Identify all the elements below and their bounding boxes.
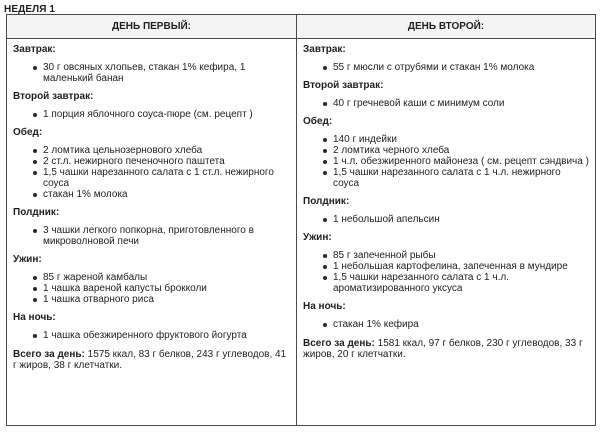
meal-section-title: Полдник: [13, 207, 60, 218]
day-total-label: Всего за день: [303, 338, 375, 349]
meal-plan-table [6, 14, 596, 426]
meal-section-title: Обед: [303, 116, 333, 127]
day-body [297, 39, 595, 360]
day-column-2 [297, 15, 595, 425]
day-total [303, 338, 589, 360]
meal-item: 40 г гречневой каши с минимум соли [325, 98, 589, 109]
meal-item-list [13, 225, 290, 247]
day-column-1 [7, 15, 297, 425]
meal-section-title: Обед: [13, 127, 43, 138]
meal-item-list [13, 145, 290, 200]
meal-section-title: Ужин: [13, 254, 42, 265]
meal-item: 1 небольшая картофелина, запеченная в мундире [325, 261, 589, 272]
meal-item: 85 г запеченной рыбы [325, 250, 589, 261]
meal-item: 1 небольшой апельсин [325, 214, 589, 225]
meal-item-list [303, 134, 589, 189]
meal-item: 55 г мюсли с отрубями и стакан 1% молока [325, 62, 589, 73]
day-total-label: Всего за день: [13, 349, 85, 360]
day-body [7, 39, 296, 371]
meal-item: 1 чашка вареной капусты брокколи [35, 283, 290, 294]
meal-item: 1 порция яблочного соуса-пюре (см. рецепт ) [35, 109, 290, 120]
meal-item-list [13, 109, 290, 120]
meal-item-list [303, 250, 589, 294]
meal-section-title: Второй завтрак: [303, 80, 384, 91]
meal-item: 1,5 чашки нарезанного салата с 1 ч.л. нежирного соуса [325, 167, 589, 189]
meal-item: 1,5 чашки нарезанного салата с 1 ст.л. нежирного соуса [35, 167, 290, 189]
meal-item-list [303, 319, 589, 330]
day-header: ДЕНЬ ВТОРОЙ: [297, 15, 595, 39]
meal-item: 1 чашка обезжиренного фруктового йогурта [35, 330, 290, 341]
meal-item: 2 ломтика цельнозернового хлеба [35, 145, 290, 156]
meal-item-list [13, 330, 290, 341]
meal-section-title: Ужин: [303, 232, 332, 243]
week-title: НЕДЕЛЯ 1 [4, 4, 56, 15]
meal-item: стакан 1% молока [35, 189, 290, 200]
meal-item: 140 г индейки [325, 134, 589, 145]
meal-item: 3 чашки легкого попкорна, приготовленного в микроволновой печи [35, 225, 290, 247]
meal-section-title: Полдник: [303, 196, 350, 207]
meal-item-list [13, 272, 290, 305]
day-total-value: 1575 ккал, 83 г белков, 243 г углеводов, 41 г жиров, 38 г клетчатки. [13, 349, 287, 371]
meal-item: 2 ст.л. нежирного печеночного паштета [35, 156, 290, 167]
meal-item: 1,5 чашки нарезанного салата с 1 ч.л. ароматизированного уксуса [325, 272, 589, 294]
meal-section-title: Второй завтрак: [13, 91, 94, 102]
meal-item-list [303, 214, 589, 225]
meal-item-list [303, 98, 589, 109]
meal-item: 2 ломтика черного хлеба [325, 145, 589, 156]
meal-item: 1 ч.л. обезжиренного майонеза ( см. рецепт сэндвича ) [325, 156, 589, 167]
meal-section-title: На ночь: [303, 301, 346, 312]
meal-item-list [13, 62, 290, 84]
day-header: ДЕНЬ ПЕРВЫЙ: [7, 15, 296, 39]
meal-item: 1 чашка отварного риса [35, 294, 290, 305]
meal-section-title: Завтрак: [303, 44, 346, 55]
meal-item: 30 г овсяных хлопьев, стакан 1% кефира, 1 маленький банан [35, 62, 290, 84]
meal-section-title: На ночь: [13, 312, 56, 323]
meal-item: стакан 1% кефира [325, 319, 589, 330]
day-total [13, 349, 290, 371]
meal-item: 85 г жареной камбалы [35, 272, 290, 283]
day-total-value: 1581 ккал, 97 г белков, 230 г углеводов, 33 г жиров, 20 г клетчатки. [303, 338, 583, 360]
meal-item-list [303, 62, 589, 73]
meal-section-title: Завтрак: [13, 44, 56, 55]
